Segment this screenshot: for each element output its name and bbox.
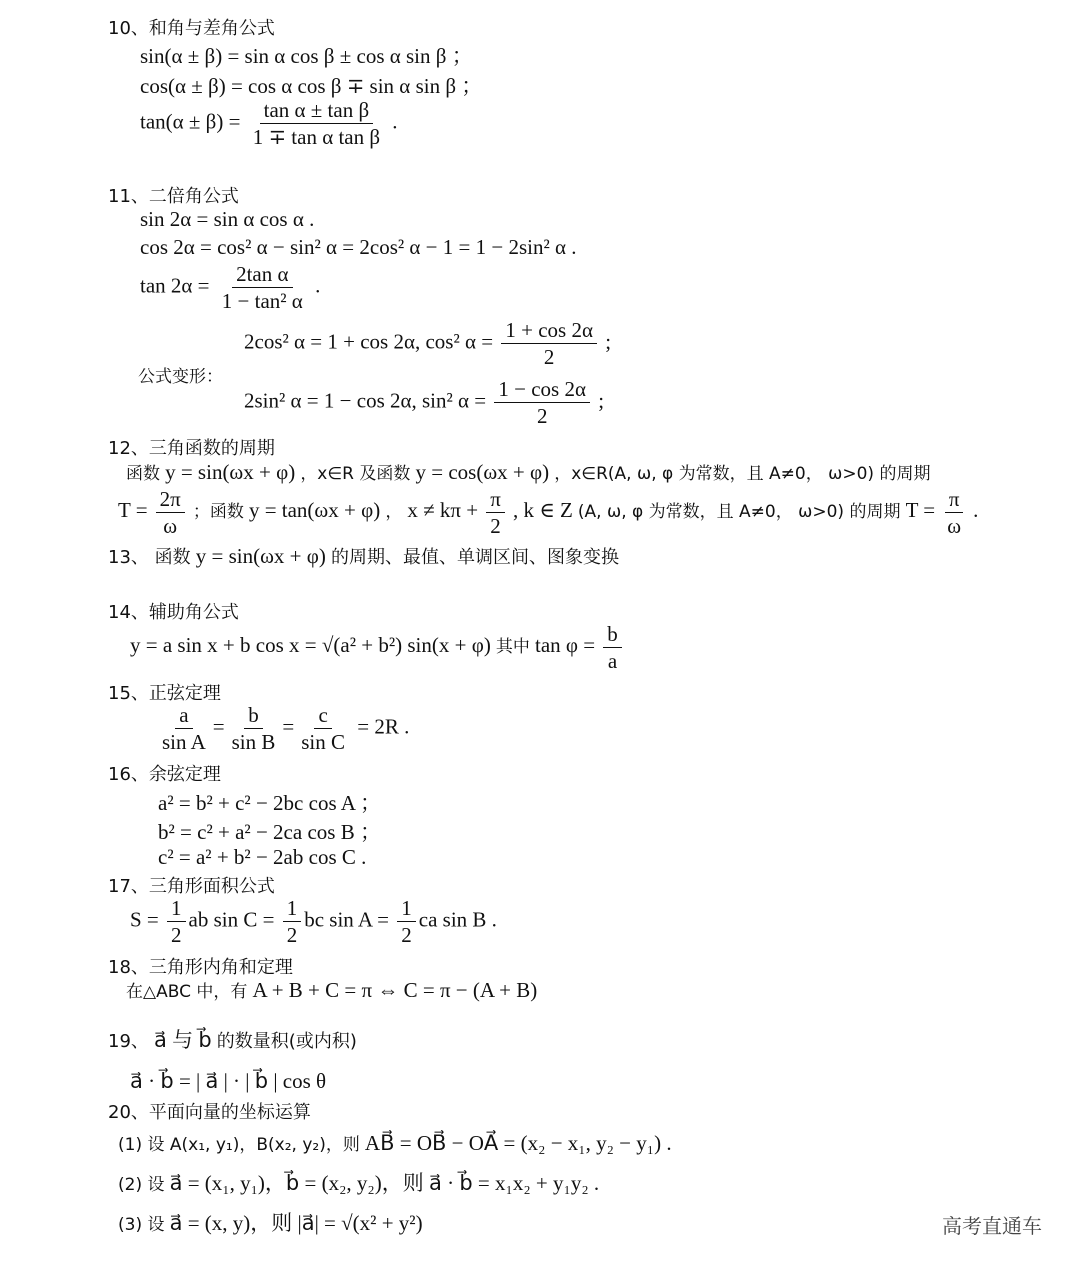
formula-sin-sum: sin(α ± β) = sin α cos β ± cos α sin β ； [140,44,473,68]
period-line1-a: 函数 [126,464,160,484]
section-19-vectors: a⃗ 与 b⃗ [154,1028,212,1052]
period-line2-tan: y = tan(ωx + φ) [248,498,381,523]
aux-tan: tan φ = [535,633,596,658]
formula-variation-label: 公式变形： [138,367,223,387]
cosine-law-b: b² = c² + a² − 2ca cos B ； [158,820,381,844]
cos-square-lhs: 2cos² α = 1 + cos 2α, cos² α = [244,329,494,354]
vector-line3-text: (3) 设 [118,1215,165,1235]
aux-fraction [603,622,622,673]
sine-law-den-a: sin A [162,730,206,755]
period-2pi-den: ω [163,514,178,539]
tan-sum-end: . [392,109,398,134]
formula-sin-square [244,377,604,428]
vector-line3-formula: a⃗ = (x, y)，则 |a⃗| = √(x² + y²) [169,1211,423,1235]
area-half-2-num: 1 [283,896,302,922]
area-half-2 [283,896,302,947]
area-term-3: ca sin B . [418,907,497,932]
period-T-lhs: T = [118,498,148,523]
section-13-heading [108,543,619,569]
dot-product-formula: a⃗ · b⃗ = | a⃗ | · | b⃗ | cos θ [130,1069,327,1093]
aux-mid: 其中 [495,637,530,658]
period-line2-c: (A, ω, φ 为常数，且 A≠0， ω>0) 的周期 [577,502,901,523]
sine-law-den-c: sin C [301,730,345,755]
section-13-formula: y = sin(ωx + φ) [195,544,326,568]
tan-double-fraction [218,262,307,313]
tan-double-lhs: tan 2α = [140,273,210,298]
tan-sum-denominator: 1 ∓ tan α tan β [252,125,381,150]
sin-square-numerator: 1 − cos 2α [494,377,590,403]
formula-tan-sum [140,98,398,149]
angle-sum-line [126,977,537,1003]
tan-sum-numerator: tan α ± tan β [260,98,374,124]
vector-line2-text: (2) 设 [118,1175,165,1195]
sine-law-end: = 2R . [357,714,410,739]
section-16-heading: 16、余弦定理 [108,764,221,785]
period-line1-b: ，x∈R 及函数 [300,464,411,484]
section-15-heading: 15、正弦定理 [108,683,221,704]
section-18-heading: 18、三角形内角和定理 [108,957,293,978]
period-line1-cos: y = cos(ωx + φ) [415,460,550,484]
area-term-1: ab sin C = [188,907,275,932]
aux-num: b [603,622,622,648]
aux-lhs: y = a sin x + b cos x = √(a² + b²) sin(x + φ) [130,633,491,658]
section-10-heading: 10、和角与差角公式 [108,18,275,39]
auxiliary-angle-formula [130,622,625,673]
cos-square-denominator: 2 [543,345,555,370]
formula-tan-double [140,262,320,313]
area-half-1-den: 2 [171,923,182,948]
cosine-law-c: c² = a² + b² − 2ab cos C . [158,845,367,869]
vector-coord-line-1 [118,1130,672,1156]
section-13-a: 13、 函数 [108,547,191,568]
sin-square-lhs: 2sin² α = 1 − cos 2α, sin² α = [244,388,487,413]
sine-law-num-b: b [244,703,263,729]
period-2pi-num: 2π [156,487,185,513]
period-pi-num: π [945,487,964,513]
period-T2-lhs: T = [905,498,936,523]
period-line2-a: ；函数 [192,502,244,523]
cosine-law-a: a² = b² + c² − 2bc cos A ； [158,791,381,815]
area-half-1-num: 1 [167,896,186,922]
period-2pi-fraction [156,487,185,538]
vector-coord-line-2 [118,1167,599,1197]
formula-cos-sum: cos(α ± β) = cos α cos β ∓ sin α sin β ； [140,74,483,98]
cos-square-numerator: 1 + cos 2α [501,318,597,344]
sine-law-den-b: sin B [231,730,276,755]
section-20-heading: 20、平面向量的坐标运算 [108,1102,311,1123]
watermark: 高考直通车 [942,1214,1042,1238]
angle-sum-text: 在△ABC 中，有 [126,982,248,1002]
cos-square-fraction [501,318,597,369]
sine-law-num-a: a [175,703,192,729]
vector-line1-text: (1) 设 A(x₁, y₁)，B(x₂, y₂)，则 [118,1135,360,1155]
area-half-1 [167,896,186,947]
period-line-2 [118,487,978,538]
sin-square-fraction [494,377,590,428]
sine-law-frac-b [228,703,280,754]
vector-coord-line-3 [118,1207,423,1237]
section-19-text: 的数量积(或内积) [216,1031,357,1052]
vector-line2-formula: a⃗ = (x₁, y₁)，b⃗ = (x₂, y₂)，则 a⃗ · b⃗ = x₁x₂ + y₁y₂ . [169,1171,600,1195]
sine-law-frac-c [297,703,349,754]
section-12-heading: 12、三角函数的周期 [108,438,275,459]
period-half-pi-num: π [486,487,505,513]
period-line2-end: . [973,498,979,523]
sine-law-formula: $\frac{a}{\text{sin A}}$ = $\frac{b}{\text{sin B}}$ = $\frac{c}{\text{sin C}}$ = 2R . [155,703,409,754]
area-lhs: S = [130,907,159,932]
tan-double-denominator: 1 − tan² α [221,289,303,314]
formula-cos-square [244,318,611,369]
section-14-heading: 14、辅助角公式 [108,602,239,623]
formula-sin-double: sin 2α = sin α cos α . [140,207,315,231]
area-half-2-den: 2 [286,923,298,948]
area-term-2: bc sin A = [304,907,389,932]
triangle-area-formula [130,896,497,947]
period-half-pi-fraction [486,487,505,538]
period-line2-b: ， [385,502,403,523]
aux-den: a [607,649,618,674]
period-line2-cond2: , k ∈ Z [512,498,573,523]
period-pi-fraction [943,487,965,538]
sine-law-num-c: c [314,703,331,729]
sine-law-frac-a [158,703,210,754]
tan-double-end: . [315,273,321,298]
section-19-number: 19、 [108,1031,149,1052]
formula-cos-double: cos 2α = cos² α − sin² α = 2cos² α − 1 = 1 − 2sin² α . [140,235,577,259]
area-half-3-den: 2 [401,923,412,948]
area-half-3-num: 1 [397,896,416,922]
tan-double-numerator: 2tan α [232,262,292,288]
section-17-heading: 17、三角形面积公式 [108,876,275,897]
vector-line1-formula: AB⃗ = OB⃗ − OA⃗ = (x₂ − x₁, y₂ − y₁) . [364,1131,672,1155]
period-line-1 [126,459,930,485]
area-half-3 [397,896,416,947]
period-pi-den: ω [947,514,962,539]
sin-square-end: ; [598,388,605,413]
section-13-b: 的周期、最值、单调区间、图象变换 [330,547,619,568]
sin-square-denominator: 2 [536,404,548,429]
tan-sum-fraction [249,98,384,149]
period-line1-sin: y = sin(ωx + φ) [165,460,296,484]
section-19-heading [108,1024,357,1054]
cos-square-end: ; [605,329,612,354]
angle-sum-formula: A + B + C = π ⇔ C = π − (A + B) [252,978,538,1002]
tan-sum-lhs: tan(α ± β) = [140,109,241,134]
period-line2-cond: x ≠ kπ + [407,498,479,523]
period-half-pi-den: 2 [490,514,501,539]
period-line1-c: ，x∈R(A, ω, φ 为常数，且 A≠0， ω>0) 的周期 [554,464,931,484]
section-11-heading: 11、二倍角公式 [108,186,239,207]
